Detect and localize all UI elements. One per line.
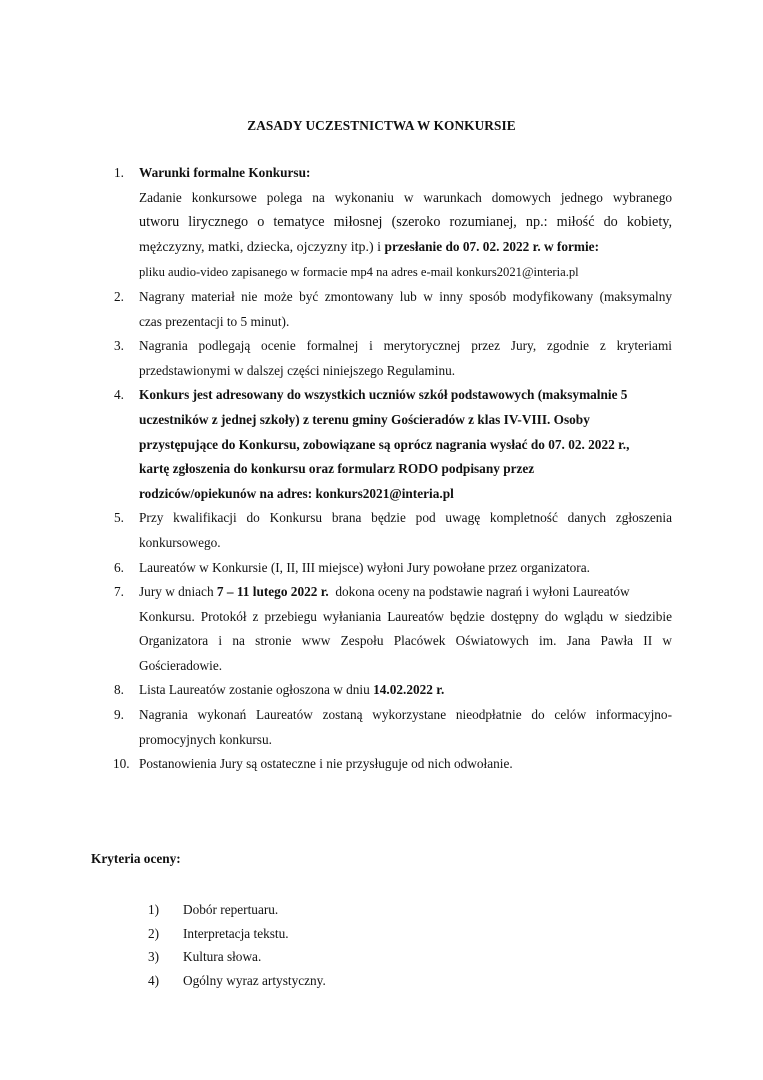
document-title: ZASADY UCZESTNICTWA W KONKURSIE	[247, 118, 516, 133]
rule-text-line: przedstawionymi w dalszej części niniejszego Regulaminu.	[139, 362, 456, 378]
rule-text-line: Gościeradowie.	[139, 657, 223, 673]
rule-number: 2.	[114, 288, 124, 304]
rule-item-8	[114, 678, 672, 703]
rule-text-line-mixed	[139, 235, 672, 261]
criteria-number: 3)	[148, 949, 160, 964]
rule-text-line: kartę zgłoszenia do konkursu oraz formularz RODO podpisany przez	[139, 461, 535, 477]
criteria-heading: Kryteria oceny:	[91, 851, 181, 866]
rule-text-line: uczestników z jednej szkoły) z terenu gminy Gościeradów z klas IV-VIII. Osoby	[139, 411, 590, 427]
rules-list	[114, 161, 672, 777]
criteria-number: 4)	[148, 972, 160, 988]
rule-text-line: Konkursu. Protokół z przebiegu wyłaniania Laureatów będzie dostępny do wglądu w siedzibie	[139, 608, 672, 624]
rule-heading: Warunki formalne Konkursu:	[139, 165, 311, 180]
rule-text-line: Nagrany materiał nie może być zmontowany lub w inny sposób modyfikowany (maksymalny	[139, 288, 672, 304]
criteria-number: 2)	[148, 925, 160, 941]
rule-item-9	[114, 703, 672, 752]
rule-text-line: Nagrania wykonań Laureatów zostaną wykorzystane nieodpłatnie do celów informacyjno-	[139, 707, 672, 723]
criteria-label: Ogólny wyraz artystyczny.	[183, 972, 326, 988]
criteria-item	[148, 945, 326, 969]
rule-number: 3.	[114, 338, 124, 354]
rule-dates: 7 – 11 lutego 2022 r.	[216, 584, 329, 600]
criteria-label: Interpretacja tekstu.	[183, 925, 289, 941]
rule-number: 8.	[114, 682, 124, 698]
rule-text-line: przystępujące do Konkursu, zobowiązane są oprócz nagrania wysłać do 07. 02. 2022 r.,	[139, 436, 630, 452]
rule-item-5	[114, 506, 672, 555]
rule-number: 5.	[114, 510, 124, 526]
rule-number: 7.	[114, 584, 124, 600]
rule-item-10	[114, 752, 672, 777]
rule-text: dokona oceny na podstawie nagrań i wyłoni Laureatów	[328, 584, 630, 600]
rule-number: 9.	[114, 707, 124, 723]
rule-text: Lista Laureatów zostanie ogłoszona w dniu	[139, 682, 374, 698]
rule-text-line: pliku audio-video zapisanego w formacie mp4 na adres e-mail konkurs2021@interia.pl	[139, 265, 579, 280]
rule-announcement-date: 14.02.2022 r.	[373, 682, 445, 698]
criteria-item	[148, 969, 326, 993]
rule-text-line: Laureatów w Konkursie (I, II, III miejsce) wyłoni Jury powołane przez organizatora.	[139, 559, 590, 575]
rule-item-6	[114, 556, 672, 581]
rule-text-line-mixed	[139, 678, 672, 703]
rule-text: Jury w dniach	[139, 584, 217, 600]
criteria-number: 1)	[148, 902, 160, 917]
criteria-label: Kultura słowa.	[183, 949, 262, 964]
criteria-label: Dobór repertuaru.	[183, 902, 279, 917]
rule-text: mężczyzny, matki, dziecka, ojczyzny itp.) i	[139, 239, 385, 255]
rule-number: 6.	[114, 559, 124, 575]
rule-number: 4.	[114, 387, 124, 403]
rule-text-line: rodziców/opiekunów na adres: konkurs2021@interia.pl	[139, 485, 454, 501]
criteria-item	[148, 898, 326, 922]
criteria-list	[148, 898, 326, 992]
rule-number: 10.	[113, 756, 130, 772]
rule-text-line: Przy kwalifikacji do Konkursu brana będzie pod uwagę kompletność danych zgłoszenia	[139, 510, 672, 526]
rule-text-line: Postanowienia Jury są ostateczne i nie przysługuje od nich odwołanie.	[139, 756, 513, 772]
rule-item-2	[114, 285, 672, 334]
rule-item-4	[114, 383, 672, 506]
rule-text-line: konkursowego.	[139, 534, 221, 550]
rule-text-line: czas prezentacji to 5 minut).	[139, 313, 290, 329]
rule-number: 1.	[114, 165, 124, 180]
rule-item-7	[114, 580, 672, 678]
rule-item-1	[114, 161, 672, 285]
rule-text-line: Nagrania podlegają ocenie formalnej i merytorycznej przez Jury, zgodnie z kryteriami	[139, 338, 672, 354]
rule-text-line: Organizatora i na stronie www Zespołu Placówek Oświatowych im. Jana Pawła II w	[139, 633, 672, 649]
rule-text-line-mixed	[139, 580, 672, 605]
rule-text-line: utworu lirycznego o tematyce miłosnej (szeroko rozumianej, np.: miłość do kobiety,	[139, 214, 672, 231]
rule-text-line: Konkurs jest adresowany do wszystkich uczniów szkół podstawowych (maksymalnie 5	[139, 387, 628, 403]
criteria-item	[148, 922, 326, 946]
rule-text-line: promocyjnych konkursu.	[139, 731, 272, 747]
rule-text-line: Zadanie konkursowe polega na wykonaniu w warunkach domowych jednego wybranego	[139, 189, 672, 205]
rule-deadline: przesłanie do 07. 02. 2022 r. w formie:	[384, 238, 599, 254]
rule-item-3	[114, 334, 672, 383]
